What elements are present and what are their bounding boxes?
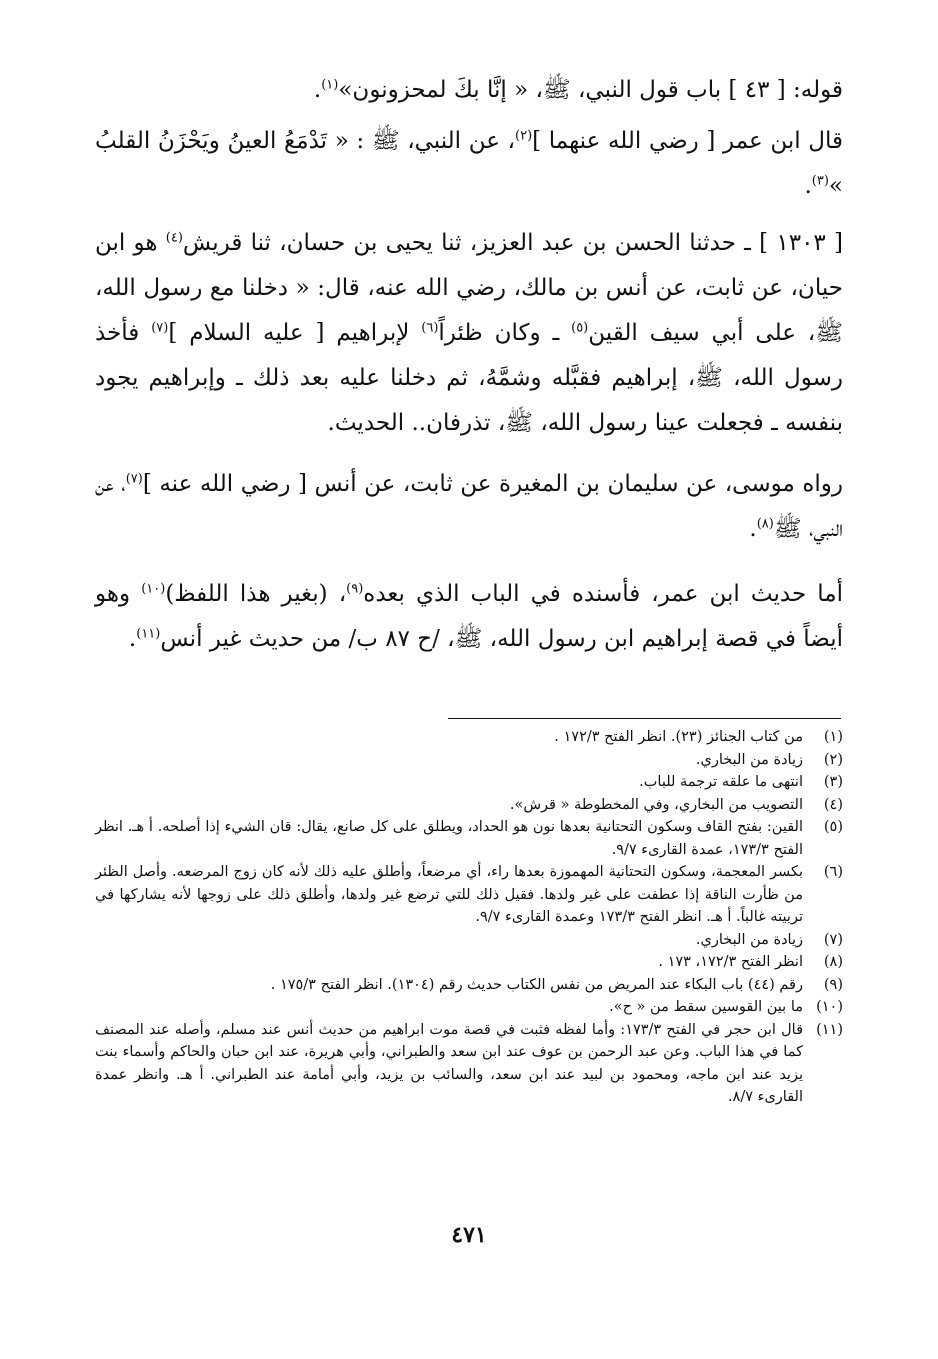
footnote-11 — [95, 1019, 843, 1109]
paragraph-text: ـ وكان ظئراً — [438, 320, 572, 346]
footnote-4 — [95, 794, 843, 817]
footnote-1 — [95, 726, 843, 749]
footnotes — [95, 726, 843, 1109]
footnote-text: قال ابن حجر في الفتح ١٧٣/٣: وأما لفظه فثبت في قصة موت ابراهيم من حديث أنس عند مسلم، وأصله عند المصنف كما في هذا الباب. وعن عبد الرحمن بن عوف عند ابن سعد والطبراني، وأبي هريرة، عند ابن حبان والحاكم وأسماء بنت يزيد عند ابن ماجه، ومحمود بن لبيد عند ابن سعد، والسائب بن يزيد، وأبي أمامة عند الطبراني. أ هـ. وانظر عمدة القارىء ٨/٧. — [95, 1021, 803, 1105]
footnote-2 — [95, 749, 843, 772]
paragraph-ibn-umar — [95, 119, 843, 209]
footnote-ref: (٢) — [515, 128, 533, 144]
footnote-6 — [95, 861, 843, 929]
footnote-number: (١١) — [816, 1021, 843, 1038]
page-number: ٤٧١ — [451, 1222, 487, 1248]
footnote-ref: (٥) — [571, 320, 589, 336]
paragraph-text: رواه موسى، عن سليمان بن المغيرة عن ثابت، عن أنس [ رضي الله عنه ] — [142, 471, 844, 497]
footnote-ref: (١١) — [136, 626, 161, 642]
footnote-text: ما بين القوسين سقط من « ح». — [609, 999, 803, 1015]
footnote-number: (٣) — [823, 774, 843, 790]
footnote-number: (١٠) — [816, 999, 843, 1015]
paragraph-text: أما حديث ابن عمر، فأسنده في الباب الذي بعده — [363, 581, 843, 607]
punctuation: . — [313, 77, 322, 103]
paragraph-ibn-umar-hadith — [95, 572, 843, 662]
footnote-5 — [95, 816, 843, 861]
footnote-8 — [95, 951, 843, 974]
paragraph-text: لإبراهيم [ عليه السلام ] — [168, 320, 422, 346]
footnote-number: (٥) — [823, 819, 843, 835]
footnote-ref: (٤) — [165, 230, 183, 246]
footnote-ref: (١٠) — [141, 581, 166, 597]
hadith-1303 — [95, 221, 843, 446]
footnote-10 — [95, 996, 843, 1019]
footnote-ref: (٣) — [811, 173, 829, 189]
footnote-text: من كتاب الجنائز (٢٣). انظر الفتح ١٧٢/٣ . — [554, 729, 803, 745]
footnote-ref: (٧) — [125, 471, 143, 487]
punctuation: . — [804, 173, 812, 199]
punctuation: . — [128, 626, 137, 652]
footnote-text: القين: بفتح القاف وسكون التحتانية بعدها نون هو الحداد، ويطلق على كل صانع، يقال: قان الشيء إذا أصلحه. أ هـ. انظر الفتح ١٧٣/٣، عمدة القارىء ٩/٧. — [95, 819, 803, 858]
footnote-number: (٧) — [823, 931, 843, 948]
footnote-text: زيادة من البخاري. — [695, 751, 803, 768]
paragraph-text: ، (بغير هذا اللفظ) — [165, 581, 347, 607]
paragraph-musa — [95, 462, 843, 552]
footnote-text: انظر الفتح ١٧٢/٣، ١٧٣ . — [658, 954, 803, 970]
footnote-ref: (١) — [321, 77, 339, 93]
footnote-ref: (٦) — [421, 320, 439, 336]
footnote-9 — [95, 974, 843, 997]
chapter-heading — [95, 68, 843, 113]
paragraph-text: ، عن النبي، ﷺ — [95, 471, 843, 542]
footnote-text: رقم (٤٤) باب البكاء عند المريض من نفس الكتاب حديث رقم (١٣٠٤). انظر الفتح ١٧٥/٣ . — [270, 976, 803, 993]
footnote-divider — [448, 718, 841, 719]
heading-text: قوله: [ ٤٣ ] باب قول النبي، ﷺ، « إنَّا بكَ لمحزونون» — [338, 77, 843, 103]
paragraph-text: [ ١٣٠٣ ] ـ حدثنا الحسن بن عبد العزيز، ثنا يحيى بن حسان، ثنا قريش — [182, 230, 843, 256]
footnote-text: التصويب من البخاري، وفي المخطوطة « قرش». — [509, 796, 803, 813]
footnote-number: (٤) — [823, 796, 843, 813]
footnote-number: (٦) — [823, 864, 843, 880]
main-text — [95, 68, 843, 662]
footnote-ref: (٨) — [756, 516, 774, 532]
paragraph-text: ، عن النبي، ﷺ : « تَدْمَعُ العينُ ويَحْزَنُ القلبُ » — [95, 128, 843, 199]
footnote-ref: (٩) — [346, 581, 364, 597]
footnote-number: (٩) — [823, 976, 843, 993]
paragraph-text: قال ابن عمر [ رضي الله عنهما ] — [532, 128, 844, 154]
footnote-number: (١) — [823, 729, 843, 745]
footnote-3 — [95, 771, 843, 794]
footnote-number: (٨) — [823, 954, 843, 970]
footnote-text: بكسر المعجمة، وسكون التحتانية المهموزة بعدها راء، أي مرضعاً، وأطلق عليه ذلك لأنه كان زوج المرضعه. وأصل الظئر من ظأرت الناقة إذا عطفت على غير ولدها. فقيل ذلك للتي ترضع غير ولدها، وأطلق ذلك على زوجها لأنه يشاركها في تربيته غالباً. أ هـ. انظر الفتح ١٧٣/٣ وعمدة القارىء ٩/٧. — [95, 864, 803, 925]
paragraph-text: وهو أيضاً في قصة إبراهيم ابن رسول الله، ﷺ، /ح ٨٧ ب/ من حديث غير أنس — [95, 581, 843, 652]
punctuation: . — [749, 516, 757, 542]
footnote-number: (٢) — [823, 751, 843, 768]
footnote-text: زيادة من البخاري. — [695, 931, 803, 948]
footnote-text: انتهى ما علقه ترجمة للباب. — [639, 774, 803, 790]
footnote-7 — [95, 929, 843, 952]
paragraph-text: هو ابن حيان، عن ثابت، عن أنس بن مالك، رضي الله عنه، قال: « دخلنا مع رسول الله، ﷺ، على أبي سيف القين — [95, 230, 844, 346]
footnote-ref: (٧) — [151, 320, 169, 336]
paragraph-text: فأخذ رسول الله، ﷺ، إبراهيم فقبَّله وشمَّهُ، ثم دخلنا عليه بعد ذلك ـ وإبراهيم يجود بنفسه ـ فجعلت عينا رسول الله، ﷺ، تذرفان.. الحديث. — [95, 320, 843, 436]
